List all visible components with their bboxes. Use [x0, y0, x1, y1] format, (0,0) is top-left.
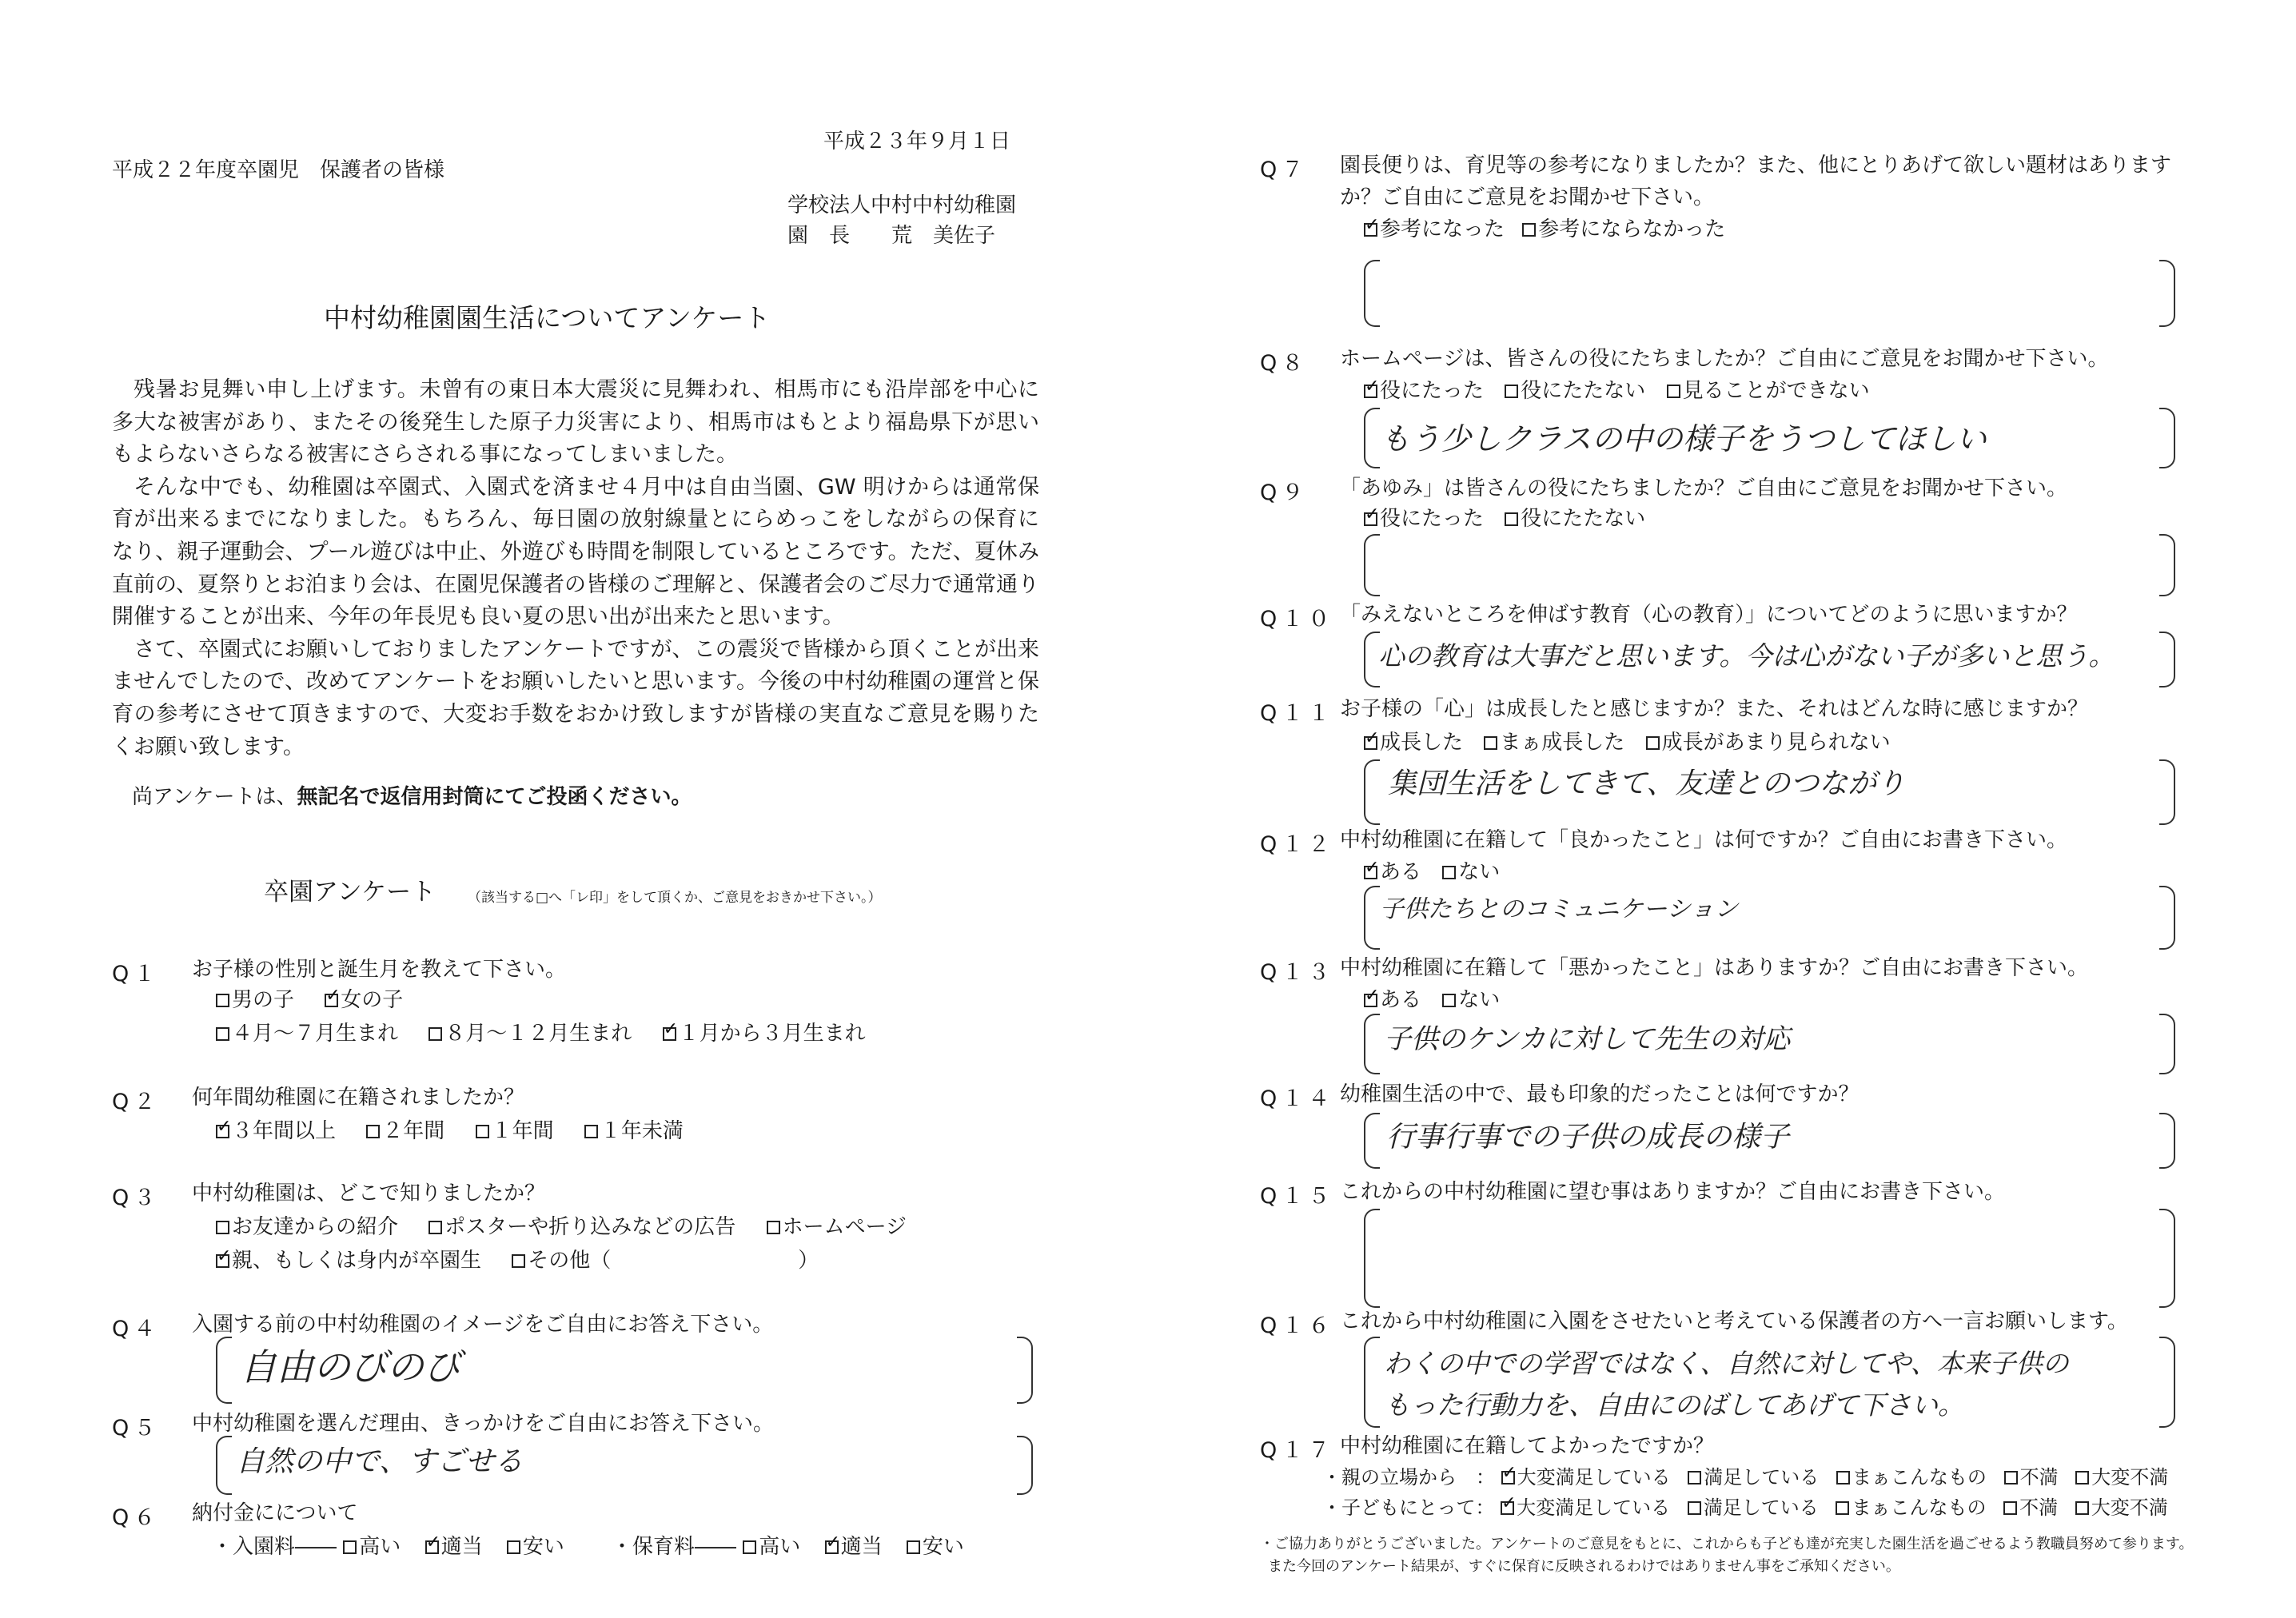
q16-text: これから中村幼稚園に入園をさせたいと考えている保護者の方へ一言お願いします。 [1340, 1309, 2128, 1333]
q1-option[interactable]: 男の子 [216, 986, 294, 1014]
q9-number: Q９ [1260, 480, 1309, 505]
footer-thanks: ・ご協力ありがとうございました。アンケートのご意見をもとに、これからも子ども達が充実した園生活を過ごせるよう教職員努めて参ります。 [1260, 1536, 2194, 1552]
checkbox-icon[interactable] [1505, 512, 1518, 526]
q17-parent-row [1322, 1465, 2168, 1490]
checkbox-icon[interactable] [1442, 866, 1456, 879]
q15-answer-bracket-left [1364, 1209, 1380, 1308]
q1-option[interactable]: ４月〜７月生まれ [216, 1020, 398, 1047]
q9-text: 「あゆみ」は皆さんの役にたちましたか？ご自由にご意見をお聞かせ下さい。 [1340, 476, 2068, 500]
checkbox-icon[interactable] [1484, 736, 1497, 750]
q3-option[interactable]: ✓親、もしくは身内が卒園生 [216, 1247, 481, 1274]
q10-text: 「みえないところを伸ばす教育（心の教育）」についてどのように思いますか？ [1340, 603, 2078, 627]
q3-text: 中村幼稚園は、どこで知りましたか？ [192, 1182, 546, 1206]
q10-answer[interactable]: 心の教育は大事だと思います。今は心がない子が多いと思う。 [1378, 640, 2115, 672]
q13-answer[interactable]: 子供のケンカに対して先生の対応 [1384, 1023, 1791, 1055]
checkbox-checked-icon[interactable] [1364, 223, 1377, 237]
notice-prefix: 尚アンケートは、 [132, 785, 297, 809]
q11-answer-bracket-right [2159, 759, 2175, 825]
q12-answer-bracket-left [1364, 886, 1380, 950]
q3-options-row2 [216, 1247, 843, 1274]
q15-answer-bracket-right [2159, 1209, 2175, 1308]
notice [132, 783, 692, 811]
q1-option[interactable]: ✓ １月から３月生まれ [663, 1020, 866, 1047]
q17-option[interactable]: ✓ 大変満足している [1501, 1495, 1670, 1520]
q7-number: Q７ [1260, 157, 1309, 182]
q8-options [1364, 377, 1894, 404]
q3-options-row1 [216, 1214, 931, 1241]
checkbox-icon[interactable] [216, 1221, 229, 1234]
q11-text: お子様の「心」は成長したと感じますか？また、それはどんな時に感じますか？ [1340, 697, 2089, 721]
q8-number: Q８ [1260, 351, 1309, 376]
q17-row-label: ・子どもにとって： [1322, 1496, 1495, 1519]
q4-answer-bracket-right [1017, 1337, 1033, 1404]
q10-number: Q１０ [1260, 607, 1335, 632]
q2-option[interactable]: １年間 [476, 1118, 554, 1145]
survey-note: （該当する□へ「レ印」をして頂くか、ご意見をおきかせ下さい。） [468, 890, 882, 906]
q16-answer-line2[interactable]: もった行動力を、自由にのばしてあげて下さい。 [1384, 1389, 1964, 1421]
q8-text: ホームページは、皆さんの役にたちましたか？ご自由にご意見をお聞かせ下さい。 [1340, 347, 2109, 371]
q2-option[interactable]: ２年間 [366, 1118, 444, 1145]
q13-answer-bracket-right [2159, 1014, 2175, 1074]
q3-option[interactable]: ホームページ [767, 1214, 907, 1241]
q1-option[interactable]: ✓ 女の子 [325, 986, 403, 1014]
q2-option[interactable]: １年未満 [584, 1118, 684, 1145]
checkbox-checked-icon[interactable] [1364, 512, 1377, 526]
q17-option[interactable]: ✓ 大変満足している [1501, 1465, 1671, 1490]
q11-option[interactable]: 成長があまり見られない [1646, 729, 1891, 756]
q14-number: Q１４ [1260, 1086, 1335, 1111]
q5-answer-bracket-right [1017, 1436, 1033, 1495]
checkbox-icon[interactable] [429, 1027, 442, 1041]
checkbox-icon[interactable] [907, 1540, 920, 1554]
checkbox-checked-icon[interactable] [216, 1254, 229, 1268]
q8-answer[interactable]: もう少しクラスの中の様子をうつしてほしい [1380, 421, 1987, 456]
q4-number: Q４ [112, 1317, 161, 1341]
checkbox-icon[interactable] [216, 1027, 229, 1041]
checkbox-icon[interactable] [584, 1125, 598, 1138]
q12-text: 中村幼稚園に在籍して「良かったこと」は何ですか？ご自由にお書き下さい。 [1340, 828, 2068, 852]
q3-number: Q３ [112, 1186, 161, 1210]
q6-option[interactable]: ✓ 適当 [425, 1533, 483, 1560]
checkbox-icon[interactable] [2075, 1471, 2089, 1484]
checkbox-checked-icon[interactable] [1501, 1471, 1515, 1484]
q17-option[interactable]: 大変不満 [2075, 1495, 2168, 1520]
q7-answer-bracket-right [2159, 260, 2175, 327]
q5-text: 中村幼稚園を選んだ理由、きっかけをご自由にお答え下さい。 [192, 1412, 775, 1436]
survey-title: 卒園アンケート [264, 878, 436, 907]
q9-answer-bracket-right [2159, 534, 2175, 596]
q6-option[interactable]: 高い [743, 1533, 800, 1560]
checkbox-icon[interactable] [1836, 1501, 1849, 1515]
checkbox-icon[interactable] [476, 1125, 489, 1138]
footer-note: また今回のアンケート結果が、すぐに保育に反映されるわけではありません事をご承知ください。 [1268, 1558, 1900, 1575]
principal-name: 園 長 荒 美佐子 [787, 224, 996, 248]
q13-options [1364, 986, 1524, 1014]
q17-option[interactable]: 大変不満 [2075, 1465, 2168, 1490]
q10-answer-bracket-right [2159, 632, 2175, 687]
checkbox-icon[interactable] [507, 1540, 520, 1554]
q12-options [1364, 859, 1524, 886]
q4-text: 入園する前の中村幼稚園のイメージをご自由にお答え下さい。 [192, 1313, 774, 1337]
checkbox-checked-icon[interactable] [825, 1540, 839, 1554]
q8-answer-bracket-right [2159, 408, 2175, 468]
right-page [1148, 0, 2296, 1618]
q15-number: Q１５ [1260, 1184, 1335, 1209]
q9-answer-bracket-left [1364, 534, 1380, 596]
checkbox-icon[interactable] [429, 1221, 442, 1234]
q6-option[interactable]: 安い [507, 1533, 564, 1560]
q12-answer-bracket-right [2159, 886, 2175, 950]
recipients: 平成２２年度卒園児 保護者の皆様 [112, 158, 445, 182]
checkbox-icon[interactable] [1505, 385, 1518, 398]
q9-option[interactable]: ✓役にたった [1364, 505, 1484, 532]
q12-answer[interactable]: 子供たちとのコミュニケーション [1380, 895, 1739, 923]
q4-answer-bracket-left [216, 1337, 232, 1404]
intro-text [112, 374, 1039, 763]
q5-answer[interactable]: 自然の中で、すごせる [236, 1445, 524, 1478]
q8-option[interactable]: ✓役にたった [1364, 377, 1484, 404]
q16-number: Q１６ [1260, 1313, 1335, 1338]
page-title: 中村幼稚園園生活についてアンケート [324, 302, 771, 333]
checkbox-icon[interactable] [512, 1254, 525, 1268]
checkbox-icon[interactable] [743, 1540, 756, 1554]
checkbox-checked-icon[interactable] [325, 994, 338, 1007]
checkbox-icon[interactable] [1688, 1501, 1701, 1515]
q13-answer-bracket-left [1364, 1014, 1380, 1074]
q14-answer[interactable]: 行事行事での子供の成長の様子 [1386, 1121, 1790, 1154]
q7-option[interactable]: ✓参考になった [1364, 216, 1505, 243]
intro-paragraph: さて、卒園式にお願いしておりましたアンケートですが、この震災で皆様から頂くことが出来ませんでしたので、改めてアンケートをお願いしたいと思います。今後の中村幼稚園の運営と保育の参考にさせて頂きますので、大変お手数をおかけ致しますが皆様の実直なご意見を賜りたくお願い致します。 [112, 636, 1039, 759]
q1-text: お子様の性別と誕生月を教えて下さい。 [192, 958, 567, 982]
checkbox-icon[interactable] [1646, 736, 1660, 750]
q6-number: Q６ [112, 1505, 161, 1530]
checkbox-icon[interactable] [767, 1221, 780, 1234]
checkbox-icon[interactable] [366, 1125, 380, 1138]
q12-option[interactable]: ✓ある [1364, 859, 1421, 886]
q13-number: Q１３ [1260, 960, 1335, 985]
fee-label: ・保育料―― [612, 1535, 737, 1559]
q6-tuition-fee [612, 1533, 964, 1560]
q14-answer-bracket-right [2159, 1113, 2175, 1169]
q7-text-line2: か？ご自由にご意見をお聞かせ下さい。 [1340, 185, 1715, 209]
q17-child-row [1322, 1495, 2168, 1520]
q6-option[interactable]: 高い [343, 1533, 401, 1560]
q7-options [1364, 216, 1749, 243]
q7-text-line1: 園長便りは、育児等の参考になりましたか？また、他にとりあげて欲しい題材はあります [1340, 153, 2172, 177]
q16-answer-bracket-left [1364, 1337, 1380, 1428]
notice-bold: 無記名で返信用封筒にてご投函ください。 [297, 785, 692, 809]
q9-option[interactable]: 役にたたない [1505, 505, 1645, 532]
q1-option[interactable]: ８月〜１２月生まれ [429, 1020, 632, 1047]
q12-number: Q１２ [1260, 832, 1335, 857]
checkbox-icon[interactable] [1667, 385, 1680, 398]
q11-option[interactable]: まぁ成長した [1484, 729, 1624, 756]
q11-answer[interactable]: 集団生活をしてきて、友達とのつながり [1388, 767, 1906, 800]
q17-option[interactable]: 不満 [2003, 1495, 2058, 1520]
checkbox-checked-icon[interactable] [216, 1125, 229, 1138]
date: 平成２３年９月１日 [823, 130, 1011, 153]
q2-text: 何年間幼稚園に在籍されましたか？ [192, 1086, 525, 1110]
fee-label: ・入園料―― [212, 1535, 337, 1559]
q14-text: 幼稚園生活の中で、最も印象的だったことは何ですか？ [1340, 1082, 1860, 1106]
q1-options-birth [216, 1020, 890, 1047]
intro-paragraph: 残暑お見舞い申し上げます。未曾有の東日本大震災に見舞われ、相馬市にも沿岸部を中心に多大な被害があり、またその後発生した原子力災害により、相馬市はもとより福島県下が思いもよらないさらなる被害にさらされる事になってしまいました。 [112, 377, 1039, 468]
q1-number: Q１ [112, 962, 161, 986]
checkbox-checked-icon[interactable] [1364, 385, 1377, 398]
checkbox-icon[interactable] [2075, 1501, 2089, 1515]
checkbox-icon[interactable] [1836, 1471, 1850, 1484]
checkbox-icon[interactable] [216, 994, 229, 1007]
q10-answer-bracket-left [1364, 632, 1380, 687]
q5-answer-bracket-left [216, 1436, 232, 1495]
q3-option[interactable]: お友達からの紹介 [216, 1214, 398, 1241]
q17-option[interactable]: 満足している [1688, 1465, 1819, 1490]
q1-options-gender [216, 986, 427, 1014]
q17-row-label: ・親の立場から ： [1322, 1466, 1495, 1488]
q17-text: 中村幼稚園に在籍してよかったですか？ [1340, 1434, 1715, 1458]
checkbox-icon[interactable] [1522, 223, 1536, 237]
q17-option[interactable]: 満足している [1688, 1495, 1819, 1520]
q13-option[interactable]: ✓ある [1364, 986, 1421, 1014]
q6-text: 納付金にについて [192, 1501, 358, 1525]
q17-option[interactable]: 不満 [2004, 1465, 2059, 1490]
q12-option[interactable]: ない [1442, 859, 1500, 886]
q17-number: Q１７ [1260, 1438, 1335, 1463]
checkbox-icon[interactable] [1442, 994, 1456, 1007]
q8-answer-bracket-left [1364, 408, 1380, 468]
q6-option[interactable]: 安い [907, 1533, 964, 1560]
checkbox-checked-icon[interactable] [1364, 736, 1377, 750]
q6-entrance-fee [212, 1533, 582, 1560]
q7-option[interactable]: 参考にならなかった [1522, 216, 1725, 243]
q6-option[interactable]: ✓ 適当 [825, 1533, 883, 1560]
checkbox-icon[interactable] [2004, 1471, 2018, 1484]
q17-option[interactable]: まぁこんなもの [1836, 1495, 1986, 1520]
checkbox-checked-icon[interactable] [1364, 994, 1377, 1007]
checkbox-icon[interactable] [343, 1540, 357, 1554]
q16-answer-bracket-right [2159, 1337, 2175, 1428]
q9-options [1364, 505, 1669, 532]
q8-option[interactable]: 役にたたない [1505, 377, 1645, 404]
checkbox-checked-icon[interactable] [1501, 1501, 1514, 1515]
q2-option[interactable]: ✓３年間以上 [216, 1118, 336, 1145]
q14-answer-bracket-left [1364, 1113, 1380, 1169]
q4-answer[interactable]: 自由のびのび [240, 1345, 460, 1389]
checkbox-checked-icon[interactable] [663, 1027, 676, 1041]
q16-answer-line1[interactable]: わくの中での学習ではなく、自然に対してや、本来子供の [1384, 1348, 2069, 1379]
q11-number: Q１１ [1260, 701, 1335, 726]
q5-number: Q５ [112, 1416, 161, 1441]
q13-text: 中村幼稚園に在籍して「悪かったこと」はありますか？ご自由にお書き下さい。 [1340, 956, 2089, 980]
q11-options [1364, 729, 1915, 756]
q8-option[interactable]: 見ることができない [1667, 377, 1870, 404]
q7-answer-bracket-left [1364, 260, 1380, 327]
q17-option[interactable]: まぁこんなもの [1836, 1465, 1987, 1490]
checkbox-icon[interactable] [2003, 1501, 2017, 1515]
q15-text: これからの中村幼稚園に望む事はありますか？ご自由にお書き下さい。 [1340, 1180, 2006, 1204]
checkbox-checked-icon[interactable] [1364, 866, 1377, 879]
q2-options [216, 1118, 708, 1145]
q3-option[interactable]: ポスターや折り込みなどの広告 [429, 1214, 735, 1241]
checkbox-checked-icon[interactable] [425, 1540, 439, 1554]
school-name: 学校法人中村中村幼稚園 [787, 193, 1017, 217]
q11-option[interactable]: ✓成長した [1364, 729, 1463, 756]
q11-answer-bracket-left [1364, 759, 1380, 825]
q3-option[interactable]: その他（ ） [512, 1247, 819, 1274]
intro-paragraph: そんな中でも、幼稚園は卒園式、入園式を済ませ４月中は自由当園、GW 明けからは通常保育が出来るまでになりました。もちろん、毎日園の放射線量とにらめっこをしながらの保育になり、親子運動会、プール遊びは中止、外遊びも時間を制限しているところです。ただ、夏休み直前の、夏祭りとお泊まり会は、在園児保護者の皆様のご理解と、保護者会のご尽力で通常通り開催することが出来、今年の年長児も良い夏の思い出が出来たと思います。 [112, 474, 1039, 630]
checkbox-icon[interactable] [1688, 1471, 1701, 1484]
q13-option[interactable]: ない [1442, 986, 1500, 1014]
q2-number: Q２ [112, 1090, 161, 1114]
